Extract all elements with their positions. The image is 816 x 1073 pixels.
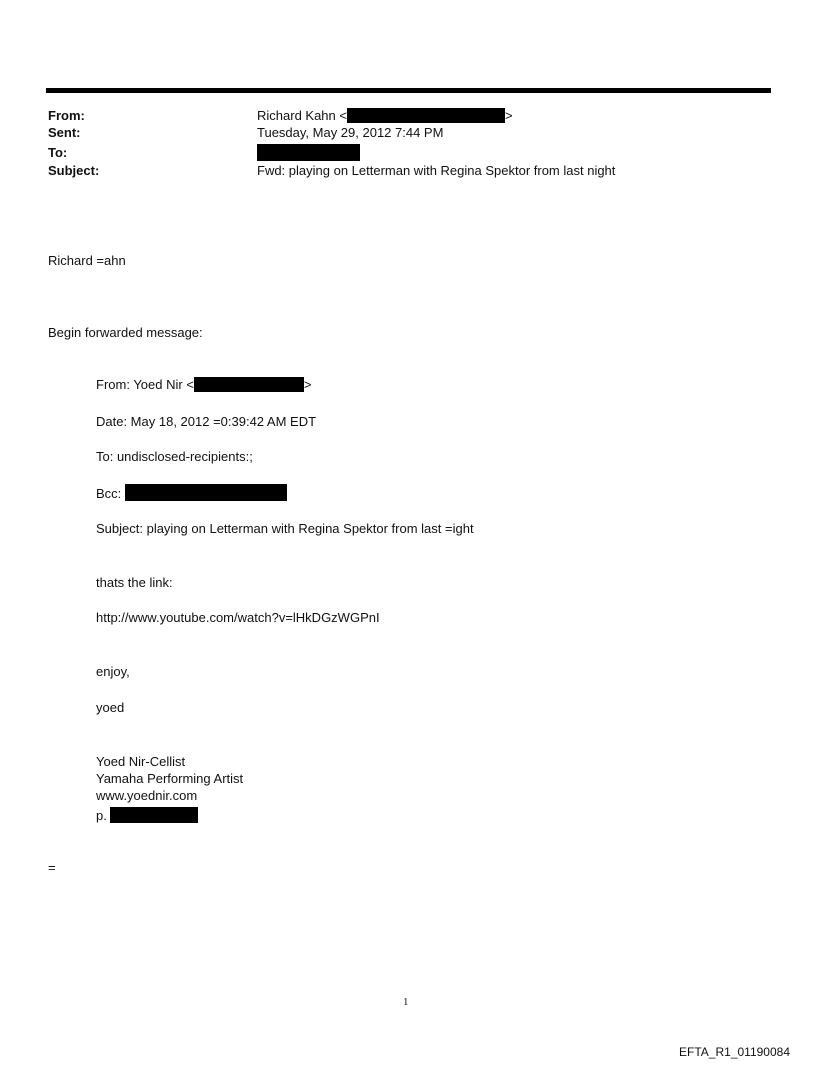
from-label: From: xyxy=(48,108,85,123)
trailing-marker: = xyxy=(48,860,56,875)
page-number: 1 xyxy=(403,996,409,1008)
redaction-block xyxy=(347,108,505,123)
sender-signature: Richard =ahn xyxy=(48,253,126,268)
fwd-subject: Subject: playing on Letterman with Regina Spektor from last =ight xyxy=(96,521,474,536)
to-value xyxy=(257,144,360,162)
fwd-from-name: From: Yoed Nir < xyxy=(96,377,194,392)
signature-line-name: Yoed Nir-Cellist xyxy=(96,754,186,769)
fwd-to: To: undisclosed-recipients:; xyxy=(96,449,253,464)
from-name: Richard Kahn < xyxy=(257,108,347,123)
sign-name: yoed xyxy=(96,700,125,715)
subject-label: Subject: xyxy=(48,163,100,178)
header-rule xyxy=(46,88,771,93)
from-close: > xyxy=(504,108,513,123)
redaction-block xyxy=(110,807,198,823)
document-id: EFTA_R1_01190084 xyxy=(679,1045,790,1059)
redaction-block xyxy=(125,484,287,501)
to-label: To: xyxy=(48,145,68,160)
enjoy-text: enjoy, xyxy=(96,664,130,679)
signature-line-title: Yamaha Performing Artist xyxy=(96,771,244,786)
signature-phone xyxy=(96,807,198,824)
phone-label: p. xyxy=(96,808,107,823)
signature-website[interactable]: www.yoednir.com xyxy=(96,788,198,803)
link-intro: thats the link: xyxy=(96,575,173,590)
fwd-bcc-label: Bcc: xyxy=(96,486,122,501)
fwd-date: Date: May 18, 2012 =0:39:42 AM EDT xyxy=(96,414,317,429)
forward-intro: Begin forwarded message: xyxy=(48,325,203,340)
sent-label: Sent: xyxy=(48,125,81,140)
redaction-block xyxy=(194,377,304,392)
from-value xyxy=(257,108,513,124)
sent-value: Tuesday, May 29, 2012 7:44 PM xyxy=(257,125,444,140)
fwd-from xyxy=(96,377,312,393)
fwd-from-close: > xyxy=(303,377,312,392)
fwd-bcc xyxy=(96,484,287,502)
youtube-link[interactable]: http://www.youtube.com/watch?v=lHkDGzWGPnI xyxy=(96,610,380,625)
subject-value: Fwd: playing on Letterman with Regina Spektor from last night xyxy=(257,163,616,178)
redaction-block xyxy=(257,144,360,161)
